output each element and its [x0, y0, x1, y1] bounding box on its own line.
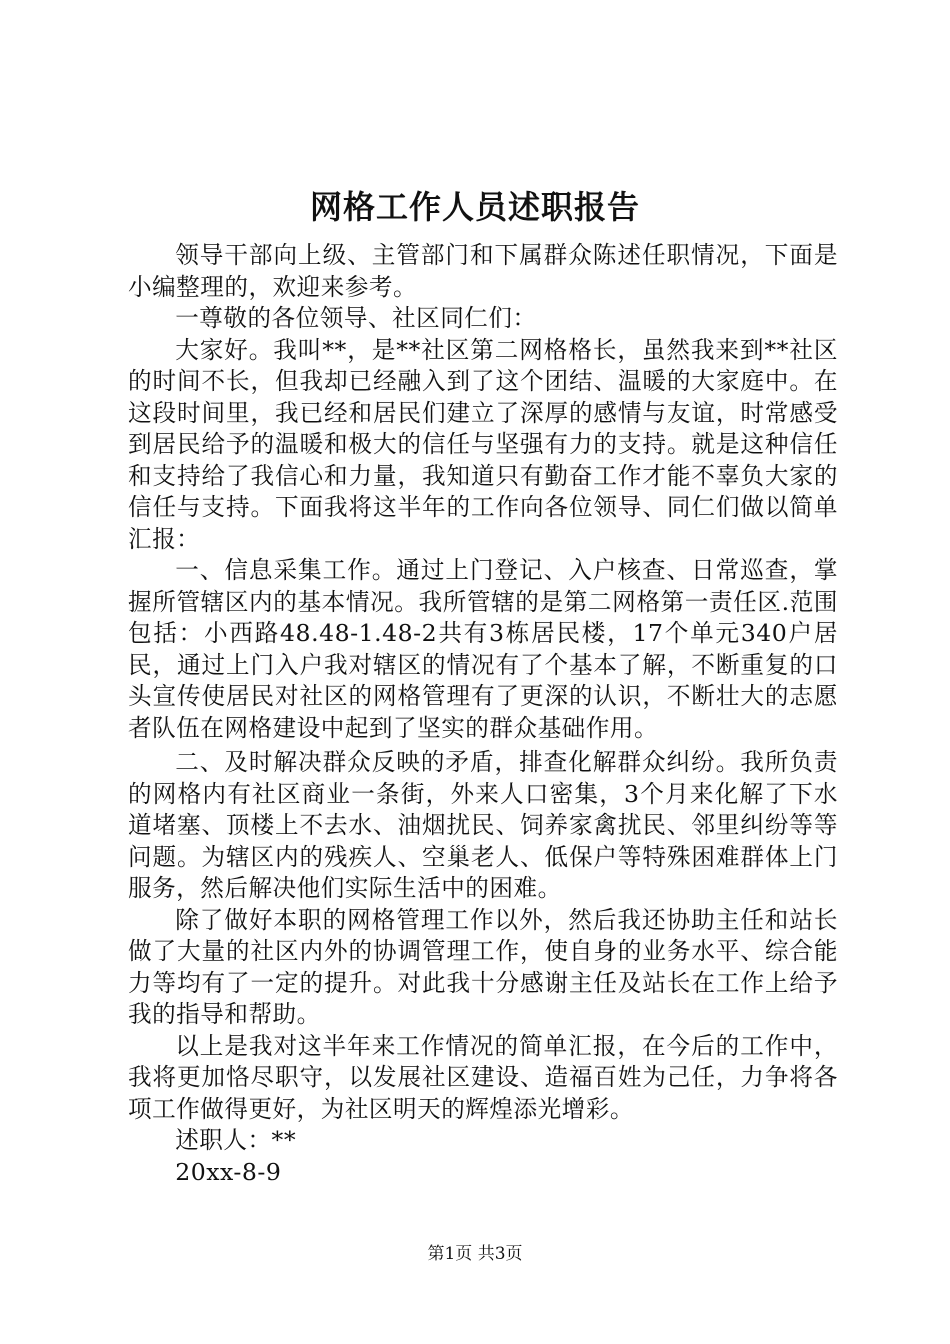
section-one-paragraph: 一、信息采集工作。通过上门登记、入户核查、日常巡查，掌握所管辖区内的基本情况。我所管辖的是第二网格第一责任区.范围包括：小西路48.48-1.48-2共有3栋居民楼，17个单元340户居民，通过上门入户我对辖区的情况有了个基本了解，不断重复的口头宣传使居民对社区的网格管理有了更深的认识，不断壮大的志愿者队伍在网格建设中起到了坚实的群众基础作用。 — [128, 556, 838, 742]
salutation-paragraph: 一尊敬的各位领导、社区同仁们： — [175, 304, 537, 332]
conclusion-paragraph: 以上是我对这半年来工作情况的简单汇报，在今后的工作中，我将更加恪尽职守，以发展社区建设、造福百姓为己任，力争将各项工作做得更好，为社区明天的辉煌添光增彩。 — [128, 1031, 838, 1123]
additional-work-paragraph: 除了做好本职的网格管理工作以外，然后我还协助主任和站长做了大量的社区内外的协调管理工作，使自身的业务水平、综合能力等均有了一定的提升。对此我十分感谢主任及站长在工作上给予我的指导和帮助。 — [128, 905, 838, 1028]
intro-paragraph: 领导干部向上级、主管部门和下属群众陈述任职情况，下面是小编整理的，欢迎来参考。 — [128, 241, 838, 301]
document-body — [128, 240, 838, 1188]
signature-line: 述职人：** — [175, 1126, 297, 1154]
page-footer: 第1页 共3页 — [427, 1244, 523, 1264]
date-line: 20xx-8-9 — [175, 1157, 282, 1186]
document-title: 网格工作人员述职报告 — [309, 188, 640, 226]
greeting-paragraph: 大家好。我叫**，是**社区第二网格格长，虽然我来到**社区的时间不长，但我却已经融入到了这个团结、温暖的大家庭中。在这段时间里，我已经和居民们建立了深厚的感情与友谊，时常感受到居民给予的温暖和极大的信任与坚强有力的支持。就是这种信任和支持给了我信心和力量，我知道只有勤奋工作才能不辜负大家的信任与支持。下面我将这半年的工作向各位领导、同仁们做以简单汇报： — [128, 335, 838, 553]
section-two-paragraph: 二、及时解决群众反映的矛盾，排查化解群众纠纷。我所负责的网格内有社区商业一条街，外来人口密集，3个月来化解了下水道堵塞、顶楼上不去水、油烟扰民、饲养家禽扰民、邻里纠纷等等问题。为辖区内的残疾人、空巢老人、低保户等特殊困难群体上门服务，然后解决他们实际生活中的困难。 — [128, 748, 838, 902]
